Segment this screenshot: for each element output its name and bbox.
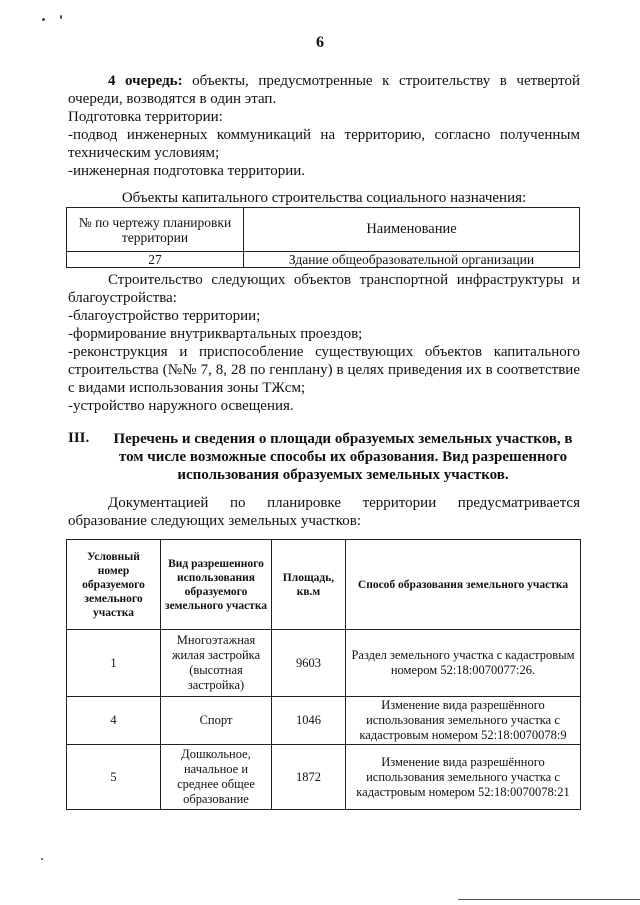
header-cell-use-type: Вид разрешенного использования образуемого земельного участка bbox=[161, 540, 272, 630]
prep-title: Подготовка территории: bbox=[68, 109, 223, 125]
cell-number: 27 bbox=[67, 252, 244, 268]
section-title-line: использования образуемых земельных участков. bbox=[177, 467, 509, 483]
section-title-line: том числе возможные способы их образования. Вид разрешенного bbox=[118, 449, 568, 465]
cell-plot-number: 5 bbox=[67, 745, 161, 810]
table-row bbox=[67, 252, 580, 268]
table-row bbox=[67, 745, 581, 810]
prep-item-1: -подвод инженерных коммуникаций на территорию, согласно полученным техническим условиям; bbox=[68, 127, 580, 161]
cell-area: 9603 bbox=[272, 630, 346, 697]
table-header-row bbox=[67, 540, 581, 630]
section-title-line: Перечень и сведения о площади образуемых земельных участков, в bbox=[113, 431, 573, 447]
cell-use-type: Дошкольное, начальное и среднее общее образование bbox=[161, 745, 272, 810]
table-row bbox=[67, 630, 581, 697]
transport-item-4: -устройство наружного освещения. bbox=[68, 398, 294, 414]
header-cell-plot-number: Условный номер образуемого земельного участка bbox=[67, 540, 161, 630]
social-objects-table bbox=[66, 207, 580, 268]
section-title bbox=[108, 430, 578, 484]
header-cell-name: Наименование bbox=[244, 208, 580, 252]
cell-name: Здание общеобразовательной организации bbox=[244, 252, 580, 268]
table-header-row bbox=[67, 208, 580, 252]
cell-area: 1872 bbox=[272, 745, 346, 810]
cell-plot-number: 4 bbox=[67, 697, 161, 745]
scan-speck bbox=[42, 18, 45, 21]
queue4-label: 4 очередь: bbox=[108, 73, 183, 89]
cell-plot-number: 1 bbox=[67, 630, 161, 697]
table-row bbox=[67, 697, 581, 745]
transport-item-2: -формирование внутриквартальных проездов; bbox=[68, 326, 363, 342]
page-number: 6 bbox=[316, 34, 324, 51]
cell-use-type: Спорт bbox=[161, 697, 272, 745]
queue4-text: объекты, предусмотренные к строительству в четвертой очереди, возводятся в один этап. bbox=[68, 73, 580, 107]
prep-item-2: -инженерная подготовка территории. bbox=[68, 163, 306, 179]
scan-edge-line bbox=[458, 899, 640, 900]
section-number: III. bbox=[68, 430, 90, 446]
cell-method: Изменение вида разрешённого использования земельного участка с кадастровым номером 52:18:0070078:21 bbox=[346, 745, 581, 810]
scan-speck bbox=[41, 858, 43, 860]
cell-use-type: Многоэтажная жилая застройка (высотная застройка) bbox=[161, 630, 272, 697]
cell-area: 1046 bbox=[272, 697, 346, 745]
docs-paragraph: Документацией по планировке территории предусматривается образование следующих земельных участков: bbox=[68, 495, 580, 529]
header-cell-number: № по чертежу планировки территории bbox=[67, 208, 244, 252]
cell-method: Изменение вида разрешённого использования земельного участка с кадастровым номером 52:18:0070078:9 bbox=[346, 697, 581, 745]
scan-speck bbox=[60, 15, 62, 19]
transport-item-3: -реконструкция и приспособление существующих объектов капитального строительства (№№ 7, 8, 28 по генплану) в целях приведения их в соответствие с видами использования зоны ТЖсм; bbox=[68, 344, 580, 396]
header-cell-area: Площадь, кв.м bbox=[272, 540, 346, 630]
queue4-paragraph bbox=[68, 72, 580, 108]
transport-item-1: -благоустройство территории; bbox=[68, 308, 261, 324]
header-cell-method: Способ образования земельного участка bbox=[346, 540, 581, 630]
social-caption: Объекты капитального строительства социального назначения: bbox=[121, 190, 527, 206]
land-plots-table bbox=[66, 539, 581, 810]
cell-method: Раздел земельного участка с кадастровым номером 52:18:0070077:26. bbox=[346, 630, 581, 697]
transport-intro: Строительство следующих объектов транспортной инфраструктуры и благоустройства: bbox=[68, 272, 580, 306]
